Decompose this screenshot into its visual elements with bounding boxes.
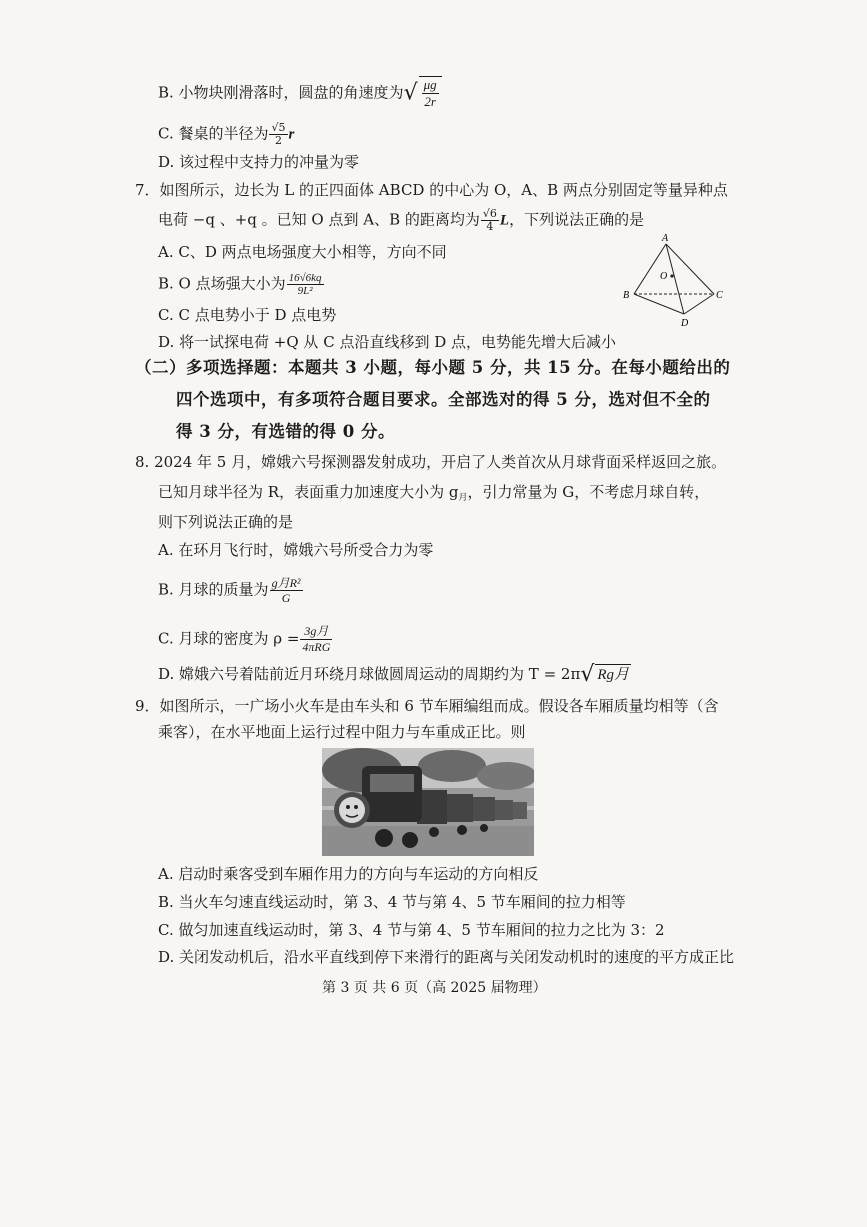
q6-option-d: D. 该过程中支持力的冲量为零 (158, 153, 360, 171)
section2-line2: 四个选项中，有多项符合题目要求。全部选对的得 5 分，选对但不全的 (176, 390, 711, 409)
sqrt-symbol: √ (580, 662, 595, 687)
q7-option-d: D. 将一试探电荷 +Q 从 C 点沿直线移到 D 点，电势能先增大后减小 (158, 333, 617, 351)
q9-stem-line2: 乘客），在水平地面上运行过程中阻力与车重成正比。则 (158, 723, 526, 741)
q8-stem-line2: 已知月球半径为 R，表面重力加速度大小为 $g_月$，引力常量为 G，不考虑月球自转， (158, 483, 710, 503)
train-photo (322, 748, 534, 856)
sqrt-symbol: √ (403, 80, 418, 106)
q7-stem-line2: 电荷 −q 、+q 。已知 O 点到 A、B 的距离均为 $\frac{√6}{4}$ L，下列说法正确的是 (158, 207, 645, 233)
q7-option-a: A. C、D 两点电场强度大小相等，方向不同 (158, 243, 447, 261)
q9-option-a: A. 启动时乘客受到车厢作用力的方向与车运动的方向相反 (158, 865, 539, 883)
q9-option-d: D. 关闭发动机后，沿水平直线到停下来滑行的距离与关闭发动机时的速度的平方成正比 (158, 948, 735, 966)
q9-option-b: B. 当火车匀速直线运动时，第 3、4 节与第 4、5 节车厢间的拉力相等 (158, 893, 626, 911)
q8-stem-line1: 8. 2024 年 5 月，嫦娥六号探测器发射成功，开启了人类首次从月球背面采样返回之旅。 (135, 453, 727, 471)
q8-option-c: C. 月球的密度为 ρ = $\frac{\text{3g月}}{\text{4πRG}}$ (158, 624, 331, 654)
q8-option-b: B. 月球的质量为 $\frac{\text{g月R²}}{G}$ (158, 576, 301, 605)
q8-stem-line3: 则下列说法正确的是 (158, 513, 294, 531)
label-c: C (716, 290, 723, 301)
label-d: D (681, 318, 689, 329)
page-footer: 第 3 页 共 6 页（高 2025 届物理） (322, 980, 547, 996)
q7-option-b: B. O 点场强大小为 $\frac{16√6kq}{\text{9L²}}$ (158, 272, 322, 297)
q9-option-c: C. 做匀加速直线运动时，第 3、4 节与第 4、5 节车厢间的拉力之比为 3：2 (158, 921, 665, 939)
section2-line1: （二）多项选择题：本题共 3 小题，每小题 5 分，共 15 分。在每小题给出的 (135, 358, 731, 377)
q8-option-a: A. 在环月飞行时，嫦娥六号所受合力为零 (158, 541, 434, 559)
label-o: O (660, 271, 668, 282)
section2-line3: 得 3 分，有选错的得 0 分。 (176, 422, 395, 441)
q9-stem-line1: 9．如图所示，一广场小火车是由车头和 6 节车厢编组而成。假设各车厢质量均相等（含 (135, 697, 719, 715)
q7-stem-line1: 7．如图所示，边长为 L 的正四面体 ABCD 的中心为 O，A、B 两点分别固定等量异种点 (135, 181, 728, 199)
q6-option-b: B. 小物块刚滑落时，圆盘的角速度为√ $\frac{\mu g}{2r}$ (158, 76, 442, 110)
q8-option-d: D. 嫦娥六号着陆前近月环绕月球做圆周运动的周期约为 T = 2π√ Rg月 (158, 662, 630, 687)
q7-option-c: C. C 点电势小于 D 点电势 (158, 306, 337, 324)
label-b: B (623, 290, 630, 301)
q6-option-c: C. 餐桌的半径为 $\frac{√5}{2}$ r (158, 121, 295, 147)
label-a: A (662, 233, 669, 244)
tetrahedron-figure (620, 232, 728, 332)
